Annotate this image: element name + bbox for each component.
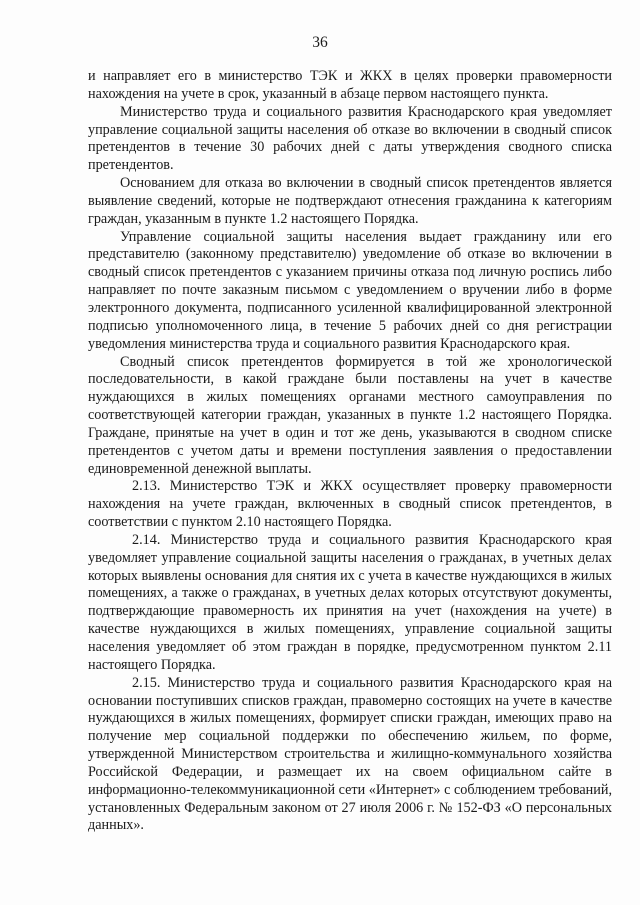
paragraph-continuation: и направляет его в министерство ТЭК и ЖКХ в целях проверки правомерности нахождения на учете в срок, указанный в абзаце первом настоящего пункта. [88, 68, 612, 102]
paragraph-refusal-grounds: Основанием для отказа во включении в сводный список претендентов является выявление сведений, которые не подтверждают отнесения гражданина к категориям граждан, указанным в пункте 1.2 настоящего Порядка. [88, 175, 612, 227]
page-number: 36 [312, 34, 328, 51]
paragraph-2-14: 2.14. Министерство труда и социального развития Краснодарского края уведомляет управление социальной защиты населения о гражданах, в учетных делах которых выявлены основания для снятия их с учета в качестве нуждающихся в жилых помещениях, а также о гражданах, в учетных делах которых отсутствуют документы, подтверждающие правомерность их принятия на учет (нахождения на учете) в качестве нуждающихся в жилых помещениях, управление социальной защиты населения уведомляет об этом граждан в порядке, предусмотренном пунктом 2.11 настоящего Порядка. [88, 531, 612, 673]
paragraph-2-15: 2.15. Министерство труда и социального развития Краснодарского края на основании поступивших списков граждан, правомерно состоящих на учете в качестве нуждающихся в жилых помещениях, формирует списки граждан, имеющих право на получение мер социальной поддержки по обеспечению жильем, по форме, утвержденной Министерством строительства и жилищно-коммунального хозяйства Российской Федерации, и размещает их на своем официальном сайте в информационно-телекоммуникационной сети «Интернет» с соблюдением требований, установленных Федеральным законом от 27 июля 2006 г. № 152-ФЗ «О персональных данных». [88, 674, 612, 834]
paragraph-notification-refusal: Министерство труда и социального развития Краснодарского края уведомляет управление социальной защиты населения об отказе во включении в сводный список претендентов в течение 30 рабочих дней с даты утверждения сводного списка претендентов. [88, 103, 612, 174]
paragraph-refusal-delivery: Управление социальной защиты населения выдает гражданину или его представителю (законному представителю) уведомление об отказе во включении в сводный список претендентов с указанием причины отказа под личную роспись либо направляет по почте заказным письмом с уведомлением о вручении либо в форме электронного документа, подписанного усиленной квалифицированной электронной подписью уполномоченного лица, в течение 5 рабочих дней со дня регистрации уведомления министерства труда и социального развития Краснодарского края. [88, 228, 612, 352]
paragraph-2-13: 2.13. Министерство ТЭК и ЖКХ осуществляет проверку правомерности нахождения на учете граждан, включенных в сводный список претендентов, в соответствии с пунктом 2.10 настоящего Порядка. [88, 478, 612, 531]
paragraph-list-order: Сводный список претендентов формируется в той же хронологической последовательности, в какой граждане были поставлены на учет в качестве нуждающихся в жилых помещениях органами местного самоуправления по соответствующей категории граждан, указанных в пункте 1.2 настоящего Порядка. Граждане, принятые на учет в один и тот же день, указываются в сводном списке претендентов с учетом даты и времени поступления заявления о предоставлении единовременной денежной выплаты. [88, 353, 612, 477]
document-body [88, 68, 612, 835]
